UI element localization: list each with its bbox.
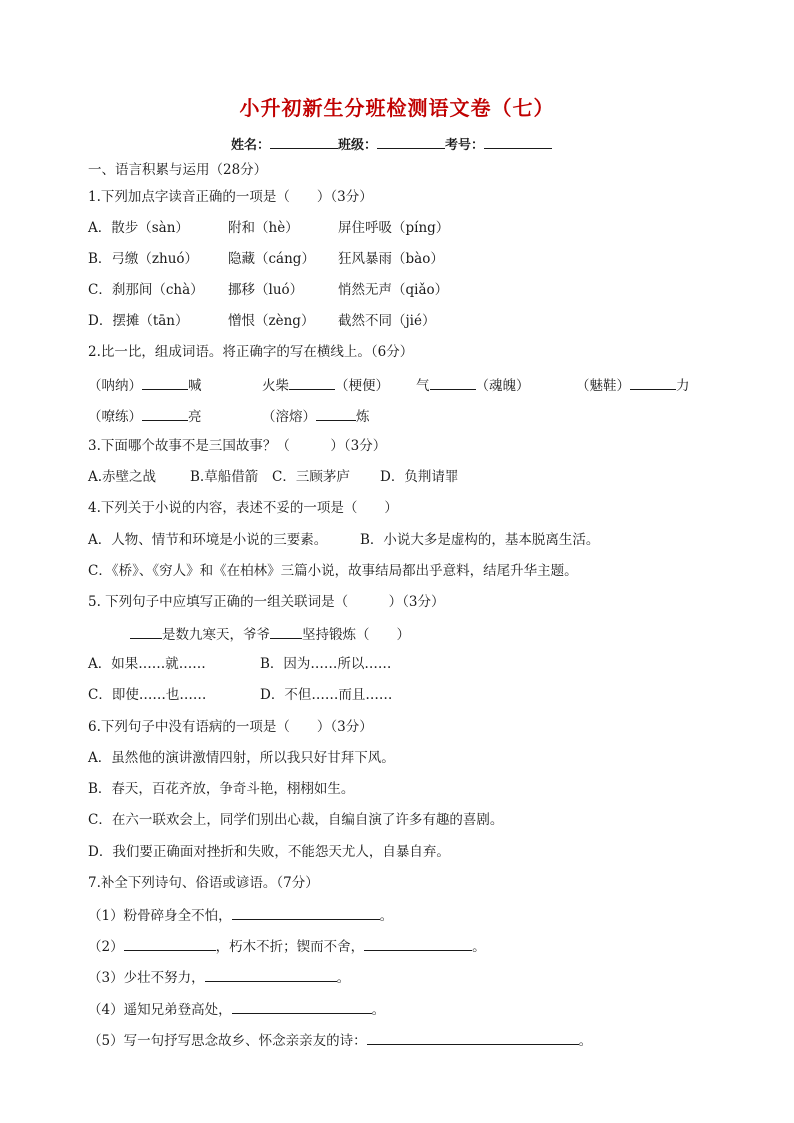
- q7-blank[interactable]: [124, 936, 216, 951]
- q7-blank[interactable]: [232, 905, 380, 920]
- q1-option-a-2: 附和（hè）: [228, 220, 299, 236]
- q7-text: 。: [379, 908, 394, 924]
- q5-option-d: D．不但……而且……: [260, 687, 393, 703]
- q2-choice: （呐纳）: [88, 378, 142, 394]
- q1-option-d-2: 憎恨（zèng）: [228, 313, 315, 329]
- q2-choice: （嘹练）: [88, 409, 142, 425]
- number-blank[interactable]: [484, 134, 552, 149]
- question-6-stem: 6.下列句子中没有语病的一项是（ ）（3分）: [88, 719, 373, 735]
- question-2-stem: 2.比一比，组成词语。将正确字的写在横线上。（6分）: [88, 344, 414, 360]
- q7-line-2: [88, 936, 486, 956]
- q2-char: 火柴: [262, 378, 289, 394]
- q2-row1-group2: [262, 375, 389, 395]
- q2-row1-group3: [416, 375, 530, 395]
- q1-option-b-1: B．弓缴（zhuó）: [88, 251, 199, 267]
- q3-option-a: A.赤壁之战: [88, 469, 157, 485]
- q5-sentence: [130, 624, 410, 644]
- q7-text: 。: [578, 1033, 593, 1049]
- q7-line-5: [88, 1030, 592, 1050]
- q7-line-1: [88, 905, 393, 925]
- q2-blank[interactable]: [289, 375, 335, 390]
- q7-text: （3）少壮不努力，: [88, 970, 205, 986]
- q2-row1-group1: [88, 375, 202, 395]
- q2-blank[interactable]: [142, 375, 188, 390]
- student-info-line: [231, 134, 552, 153]
- q7-text: （2）: [88, 939, 124, 955]
- q3-option-d: D．负荆请罪: [380, 469, 459, 485]
- q5-sentence-part: 是数九寒天，爷爷: [162, 627, 270, 643]
- q5-option-b: B．因为……所以……: [260, 656, 392, 672]
- q5-blank-2[interactable]: [270, 624, 302, 639]
- q4-option-a: A．人物、情节和环境是小说的三要素。: [88, 532, 328, 548]
- q7-line-3: [88, 967, 350, 987]
- question-7-stem: 7.补全下列诗句、俗语或谚语。（7分）: [88, 875, 319, 891]
- q1-option-c-1: C．刹那间（chà）: [88, 282, 204, 298]
- question-3-stem: 3.下面哪个故事不是三国故事？（ ）（3分）: [88, 438, 387, 454]
- q2-char: 炼: [356, 409, 370, 425]
- q2-blank[interactable]: [430, 375, 476, 390]
- q3-option-c: C．三顾茅庐: [272, 469, 350, 485]
- q3-option-b: B.草船借箭: [190, 469, 259, 485]
- name-blank[interactable]: [270, 134, 338, 149]
- q5-sentence-part: 坚持锻炼（ ）: [302, 627, 410, 643]
- q2-char: 气: [416, 378, 430, 394]
- q2-char: 喊: [188, 378, 202, 394]
- q7-blank[interactable]: [205, 967, 337, 982]
- q2-char: 亮: [188, 409, 202, 425]
- q2-choice: （魂魄）: [475, 378, 530, 394]
- question-4-stem: 4.下列关于小说的内容，表述不妥的一项是（ ）: [88, 500, 398, 516]
- q7-line-4: [88, 999, 385, 1019]
- q2-blank[interactable]: [630, 375, 676, 390]
- q2-choice: （溶熔）: [262, 409, 316, 425]
- q2-row2-group2: [262, 406, 370, 426]
- q7-text: （5）写一句抒写思念故乡、怀念亲亲友的诗：: [88, 1033, 367, 1049]
- q2-blank[interactable]: [142, 406, 188, 421]
- q7-blank[interactable]: [364, 936, 472, 951]
- question-1-stem: 1.下列加点字读音正确的一项是（ ）（3分）: [88, 189, 373, 205]
- q5-option-a: A．如果……就……: [88, 656, 206, 672]
- q1-option-a-3: 屏住呼吸（píng）: [338, 220, 450, 236]
- q1-option-b-2: 隐藏（cáng）: [228, 251, 315, 267]
- class-blank[interactable]: [377, 134, 445, 149]
- class-label: 班级：: [338, 138, 378, 153]
- q7-text: 。: [371, 1002, 386, 1018]
- q6-option-d: D．我们要正确面对挫折和失败，不能怨天尤人，自暴自弃。: [88, 844, 450, 860]
- q2-row1-group4: [576, 375, 690, 395]
- q6-option-c: C．在六一联欢会上，同学们别出心裁，自编自演了许多有趣的喜剧。: [88, 812, 504, 828]
- section-heading: 一、语言积累与运用（28分）: [88, 162, 268, 178]
- q2-choice: （魅鞋）: [576, 378, 630, 394]
- question-5-stem: 5. 下列句子中应填写正确的一组关联词是（ ）（3分）: [88, 594, 445, 610]
- q1-option-c-3: 悄然无声（qiǎo）: [338, 282, 449, 298]
- q4-option-c: C．《桥》、《穷人》和《在柏林》三篇小说，故事结局都出乎意料，结尾升华主题。: [88, 563, 578, 579]
- q7-text: 。: [336, 970, 351, 986]
- number-label: 考号：: [445, 138, 485, 153]
- q6-option-b: B．春天，百花齐放，争奇斗艳，栩栩如生。: [88, 781, 355, 797]
- q7-text: （4）遥知兄弟登高处，: [88, 1002, 232, 1018]
- q1-option-b-3: 狂风暴雨（bào）: [338, 251, 444, 267]
- q1-option-d-3: 截然不同（jié）: [338, 313, 436, 329]
- q1-option-a-1: A．散步（sàn）: [88, 220, 189, 236]
- q5-option-c: C．即使……也……: [88, 687, 207, 703]
- q5-blank-1[interactable]: [130, 624, 162, 639]
- q7-blank[interactable]: [367, 1030, 579, 1045]
- q7-text: 。: [472, 939, 486, 955]
- q7-text: （1）粉骨碎身全不怕，: [88, 908, 232, 924]
- q2-char: 力: [676, 378, 690, 394]
- name-label: 姓名：: [231, 138, 271, 153]
- q7-text: ，朽木不折；锲而不舍，: [215, 939, 365, 955]
- q1-option-d-1: D．摆摊（tān）: [88, 313, 189, 329]
- q6-option-a: A．虽然他的演讲激情四射，所以我只好甘拜下风。: [88, 750, 395, 766]
- q1-option-c-2: 挪移（luó）: [228, 282, 304, 298]
- q7-blank[interactable]: [232, 999, 372, 1014]
- q2-blank[interactable]: [316, 406, 356, 421]
- q4-option-b: B．小说大多是虚构的，基本脱离生活。: [360, 532, 600, 548]
- page-title: 小升初新生分班检测语文卷（七）: [239, 96, 555, 120]
- q2-row2-group1: [88, 406, 202, 426]
- q2-choice: （梗便）: [335, 378, 389, 394]
